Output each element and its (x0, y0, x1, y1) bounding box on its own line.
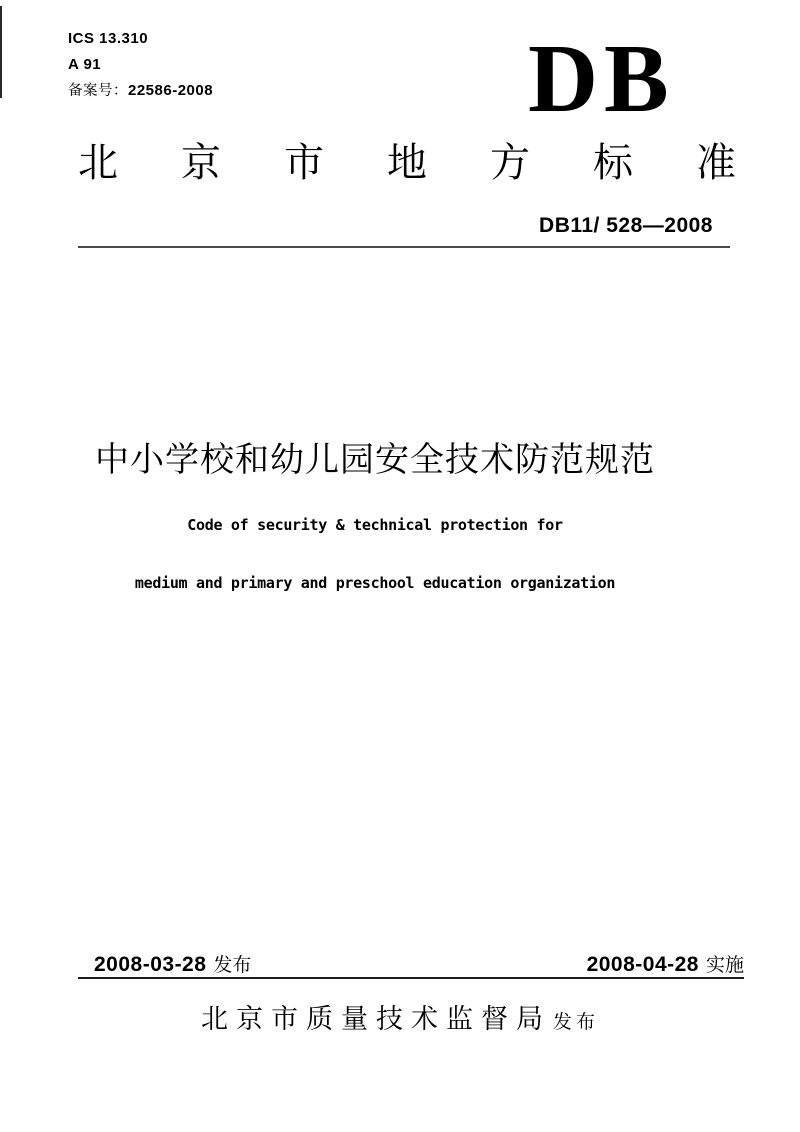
publisher-name: 北京市质量技术监督局 (200, 1004, 551, 1034)
dates-row (78, 950, 744, 977)
title-english-line2: medium and primary and preschool education organization (134, 574, 616, 592)
title-english-line1: Code of security & technical protection for (187, 516, 563, 534)
footer-divider-line (78, 977, 744, 979)
record-number-value: 22586-2008 (128, 82, 214, 99)
issue-label: 发布 (213, 955, 252, 976)
issue-date-group (78, 950, 251, 977)
implement-date-group (587, 950, 744, 977)
standard-type-title: 北京市地方标准 (78, 141, 799, 185)
implement-date: 2008-04-28 (586, 953, 699, 976)
standard-number: DB11/ 528—2008 (539, 214, 713, 237)
header-divider-line (78, 246, 730, 248)
classification-code: A 91 (68, 56, 102, 73)
issue-date: 2008-03-28 (94, 953, 207, 976)
title-chinese: 中小学校和幼儿园安全技术防范规范 (95, 441, 655, 479)
ics-block (68, 26, 213, 104)
record-number-label: 备案号： (68, 83, 128, 99)
implement-label: 实施 (705, 955, 744, 976)
publisher-action-label: 发布 (552, 1012, 599, 1033)
ics-code: ICS 13.310 (68, 30, 149, 47)
scan-edge-artifact (0, 6, 2, 98)
db-logo: DB (528, 25, 675, 132)
record-number-line (68, 78, 213, 104)
publisher-row (0, 997, 800, 1036)
